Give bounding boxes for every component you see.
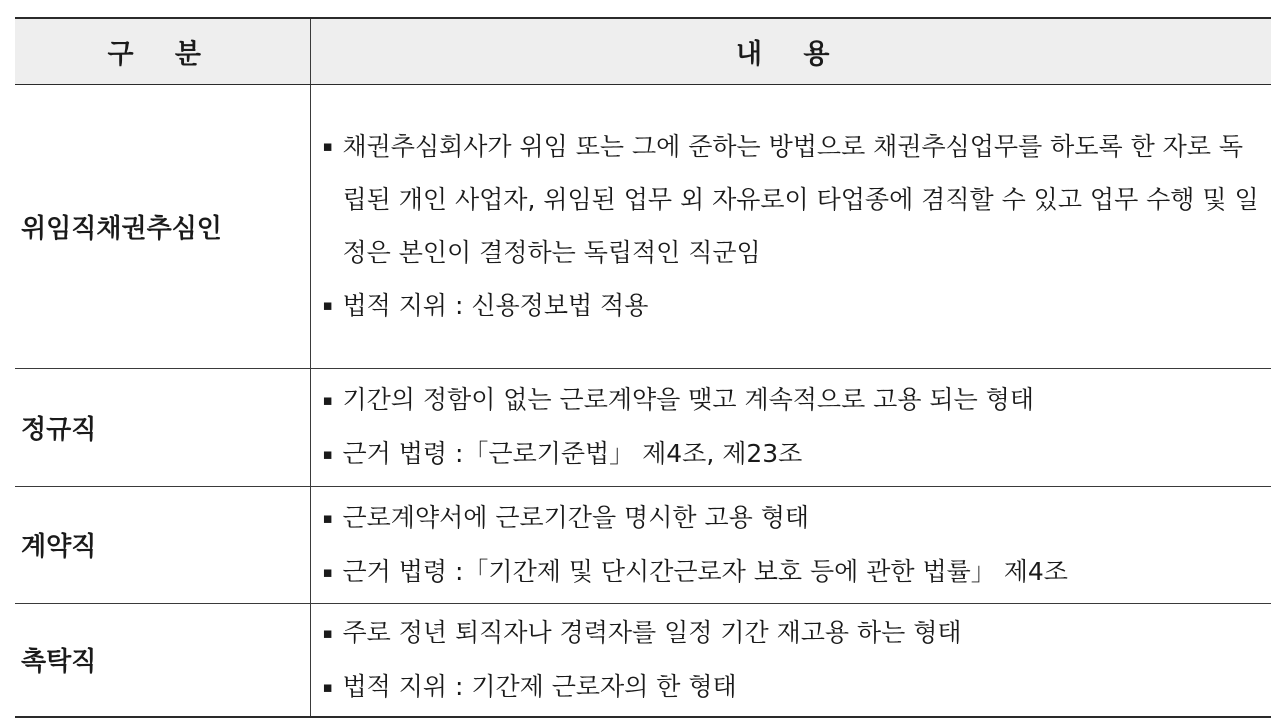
table-row [15,603,1271,717]
row-category: 위임직채권추심인 [15,84,310,368]
header-content: 내 용 [310,18,1271,84]
bullet-icon: ▪ [322,137,333,155]
bullet-icon: ▪ [322,677,333,696]
bullet-icon: ▪ [322,296,333,314]
list-item [321,545,1268,599]
list-item [321,373,1268,427]
table-row [15,486,1271,603]
list-item-text: 근거 법령 :「기간제 및 단시간근로자 보호 등에 관한 법률」 제4조 [342,556,1068,586]
row-category: 계약직 [15,486,310,603]
list-item-text: 채권추심회사가 위임 또는 그에 준하는 방법으로 채권추심업무를 하도록 한 자로 독립된 개인 사업자, 위임된 업무 외 자유로이 타업종에 겸직할 수 있고 업무 수행 및 일정은 본인이 결정하는 독립적인 직군임 [342,132,1259,267]
row-content [310,603,1271,717]
bullet-icon: ▪ [322,562,333,581]
list-item-text: 주로 정년 퇴직자나 경력자를 일정 기간 재고용 하는 형태 [342,617,962,647]
table-header-row [15,18,1271,84]
list-item-text: 근로계약서에 근로기간을 명시한 고용 형태 [342,502,809,532]
table-row [15,84,1271,368]
bullet-icon: ▪ [322,445,333,463]
list-item [321,120,1268,279]
list-item [321,606,1268,660]
row-content [310,368,1271,486]
list-item [321,279,1268,332]
bullet-icon: ▪ [322,508,333,527]
header-category: 구 분 [15,18,310,84]
bullet-icon: ▪ [322,623,333,642]
row-content [310,84,1271,368]
list-item-text: 법적 지위 : 신용정보법 적용 [342,291,649,320]
list-item [321,491,1268,545]
list-item [321,660,1268,714]
row-category: 촉탁직 [15,603,310,717]
list-item-text: 근거 법령 :「근로기준법」 제4조, 제23조 [342,439,803,468]
list-item-text: 기간의 정함이 없는 근로계약을 맺고 계속적으로 고용 되는 형태 [342,385,1034,414]
list-item [321,427,1268,481]
bullet-icon: ▪ [322,391,333,409]
row-category: 정규직 [15,368,310,486]
table-row [15,368,1271,486]
employment-type-table [15,17,1271,718]
row-content [310,486,1271,603]
list-item-text: 법적 지위 : 기간제 근로자의 한 형태 [342,671,737,701]
